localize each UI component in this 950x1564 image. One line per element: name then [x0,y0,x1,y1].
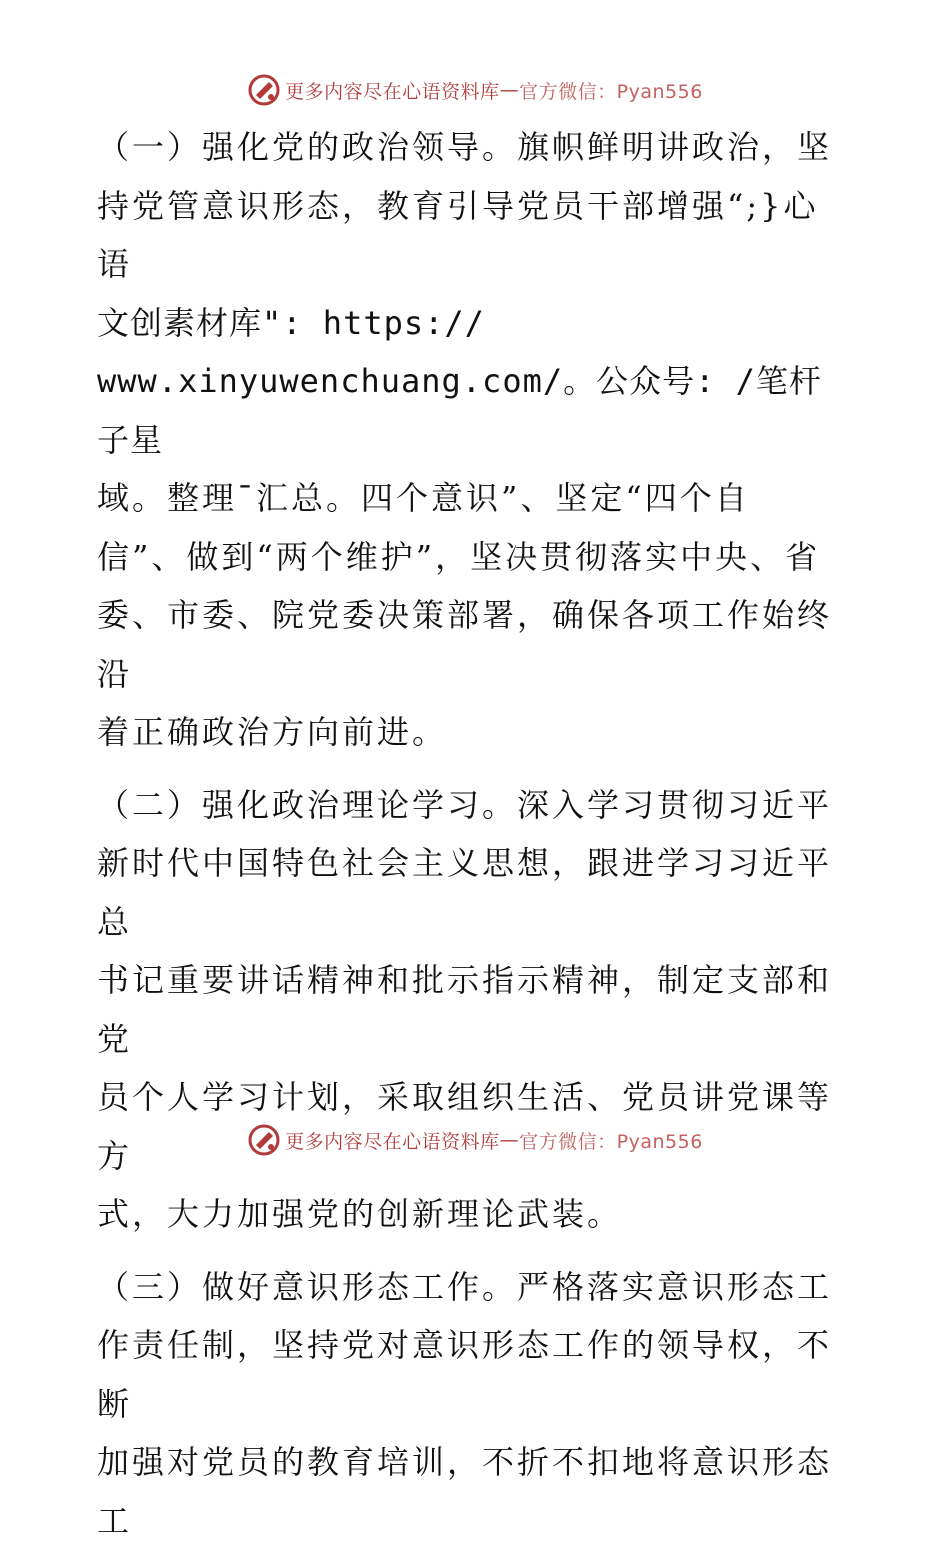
line: 员个人学习计划，采取组织生活、党员讲党课等方 [97,1078,833,1175]
brand-dash: — [499,1129,520,1151]
line: 作责任制，坚持党对意识形态工作的领导权，不断 [97,1326,833,1423]
brand-wechat: 官方微信：Pyan556 [519,80,703,103]
line: 文创素材库": https:// [97,303,485,342]
line: （三）做好意识形态工作。严格落实意识形态工 [97,1267,833,1306]
line: 新时代中国特色社会主义思想，跟进学习习近平总 [97,844,833,941]
brand-logo-icon [247,1123,281,1157]
line: 式，大力加强党的创新理论武装。 [97,1195,623,1233]
line: （一）强化党的政治领导。旗帜鲜明讲政治，坚 [97,128,833,166]
paragraph-2 [97,776,849,1244]
line: 域。整理¯汇总。四个意识”、坚定“四个自 [97,479,750,517]
line: 委、市委、院党委决策部署，确保各项工作始终沿 [97,596,833,693]
line: 信”、做到“两个维护”，坚决贯彻落实中央、省 [97,537,821,576]
brand-text: 更多内容尽在心语资料库 [285,80,500,103]
line: 书记重要讲话精神和批示指示精神，制定支部和党 [97,961,833,1058]
paragraph-3 [97,1258,849,1551]
document-body [97,118,849,1564]
header-watermark [0,70,950,110]
brand-logo-icon [247,73,281,107]
paragraph-1 [97,118,849,762]
line: （二）强化政治理论学习。深入学习贯彻习近平 [97,785,833,824]
line: 持党管意识形态，教育引导党员干部增强“;}心语 [97,186,819,283]
brand-dash: — [499,79,520,101]
footer-watermark [0,1120,950,1160]
brand-wechat: 官方微信：Pyan556 [519,1130,703,1153]
line: 着正确政治方向前进。 [97,713,448,751]
line: www.xinyuwenchuang.com/。公众号: /笔杆子星 [97,362,822,459]
line: 加强对党员的教育培训，不折不扣地将意识形态工 [97,1443,833,1540]
brand-text: 更多内容尽在心语资料库 [285,1130,500,1153]
